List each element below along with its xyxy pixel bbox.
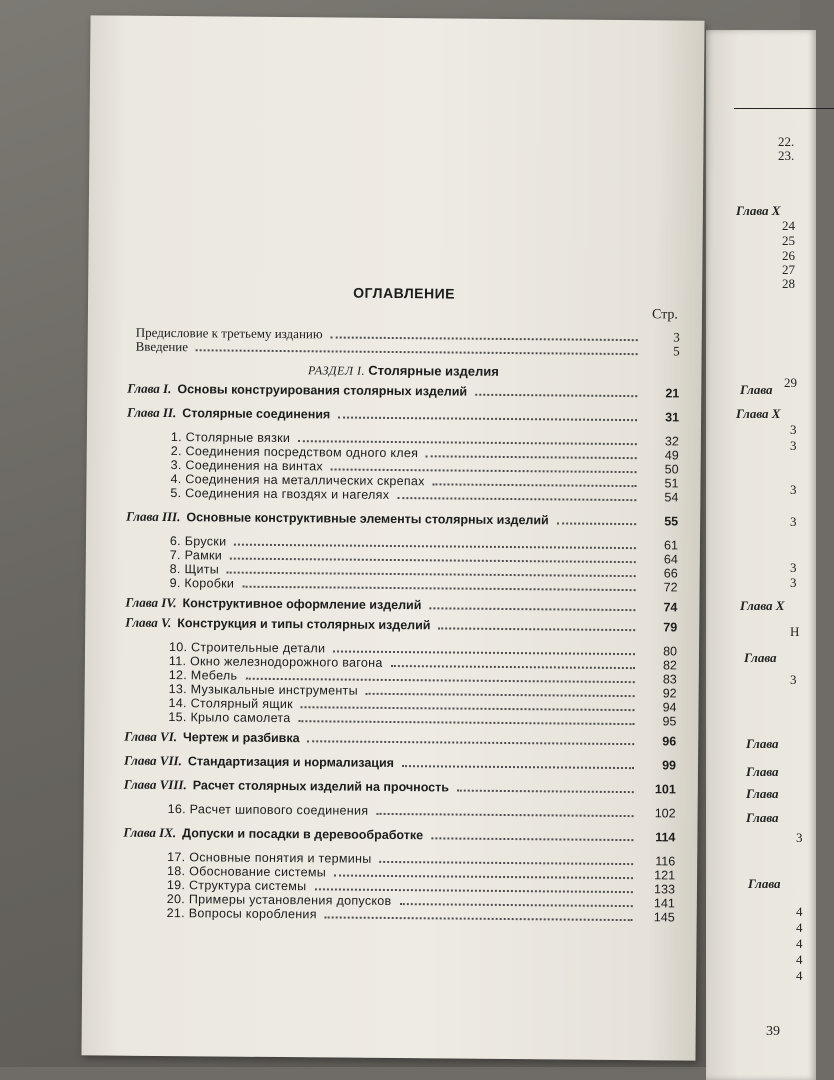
chapter-number: Глава VIII. (123, 776, 187, 793)
entry-page: 5 (673, 343, 680, 359)
item-title: 1. Столярные вязки (170, 430, 291, 446)
item-page: 116 (655, 854, 676, 869)
dot-leader (366, 693, 635, 697)
right-fragment: Глава (744, 650, 777, 665)
chapter-title: Расчет столярных изделий на прочность (192, 778, 450, 795)
dot-leader (314, 888, 632, 893)
chapter-number: Глава VI. (124, 728, 178, 745)
chapter-number: Глава II. (127, 404, 177, 421)
dot-leader (308, 740, 635, 745)
item-page: 121 (654, 868, 676, 883)
right-fragment: 3 (790, 575, 797, 590)
dot-leader (475, 394, 637, 397)
dot-leader (399, 903, 632, 907)
entry-page: 114 (655, 830, 676, 845)
dot-leader (397, 497, 636, 501)
right-fragment: 4 (796, 952, 803, 967)
entry-page: 101 (654, 782, 676, 797)
section-heading (127, 362, 679, 381)
dot-leader (380, 861, 634, 865)
dot-leader (426, 455, 637, 459)
item-title: 19. Структура системы (166, 878, 307, 894)
dot-leader (338, 417, 637, 422)
item-title: 4. Соединения на металлических скрепах (170, 472, 425, 489)
page-column-label: Стр. (651, 307, 679, 323)
right-fragment: 3 (790, 482, 797, 497)
right-fragment: 22. (778, 134, 795, 149)
right-fragment: 3 (790, 514, 797, 529)
chapter-title: Конструктивное оформление изделий (182, 596, 422, 613)
right-fragment: 24 (782, 218, 795, 233)
dot-leader (334, 874, 633, 879)
dot-leader (331, 468, 637, 473)
item-title: 9. Коробки (169, 576, 235, 591)
entry-page: 21 (665, 386, 680, 401)
dot-leader (196, 349, 638, 355)
chapter-number: Глава V. (125, 614, 172, 631)
entry-title: Введение (135, 338, 189, 355)
dot-leader (376, 813, 633, 817)
right-fragment: Глава (748, 876, 781, 891)
chapter-title: Стандартизация и нормализация (187, 754, 395, 771)
item-page: 64 (663, 552, 678, 567)
item-title: 21. Вопросы коробления (166, 906, 317, 922)
item-page: 54 (664, 490, 679, 505)
item-page: 51 (664, 476, 679, 491)
right-fragment: 3 (790, 672, 797, 687)
right-fragment: 26 (782, 248, 795, 263)
item-page: 83 (662, 672, 677, 687)
item-page: 50 (664, 462, 679, 477)
chapter-number: Глава IX. (123, 824, 177, 841)
dot-leader (331, 336, 638, 341)
right-fragment: Глава X (740, 598, 785, 613)
item-page: 94 (662, 700, 677, 715)
entry-page: 3 (673, 329, 680, 345)
right-fragment: Глава X (736, 203, 781, 218)
item-title: 12. Мебель (168, 668, 238, 683)
chapter-title: Допуски и посадки в деревообработке (182, 826, 424, 843)
chapter-title: Столярные соединения (182, 406, 331, 422)
right-fragment: 28 (782, 276, 795, 291)
book-page (81, 15, 704, 1060)
item-title: 20. Примеры установления допусков (166, 892, 392, 909)
dot-leader (457, 790, 634, 794)
right-fragment: Глава (746, 764, 779, 779)
chapter-title: Конструкция и типы столярных изделий (177, 616, 431, 633)
dot-leader (433, 483, 637, 487)
section-title: Столярные изделия (368, 362, 499, 379)
dot-leader (402, 765, 634, 769)
item-page: 32 (664, 434, 679, 449)
dot-leader (301, 706, 635, 711)
item-page: 61 (663, 538, 679, 553)
item-page: 66 (663, 566, 678, 581)
right-fragment: 4 (796, 920, 803, 935)
right-fragment: Глава (746, 786, 779, 801)
item-title: 8. Щиты (169, 562, 220, 577)
item-page: 133 (654, 882, 676, 897)
item-title: 10. Строительные детали (168, 640, 326, 656)
chapter-number: Глава III. (126, 508, 181, 525)
table-of-contents (123, 284, 681, 925)
header-rule (734, 108, 834, 109)
item-title: 16. Расчет шипового соединения (167, 802, 369, 818)
item-title: 17. Основные понятия и термины (167, 850, 372, 866)
right-fragment: 39 (766, 1024, 780, 1039)
dot-leader (391, 665, 635, 669)
chapter-number: Глава I. (127, 380, 172, 397)
right-fragment: 25 (782, 233, 795, 248)
chapter-title: Чертеж и разбивка (182, 730, 300, 746)
item-title: 2. Соединения посредством одного клея (170, 444, 419, 461)
item-title: 14. Столярный ящик (168, 696, 294, 712)
right-fragment: Глава (746, 810, 779, 825)
dot-leader (333, 650, 635, 655)
entry-page: 96 (662, 734, 677, 749)
dot-leader (557, 522, 636, 525)
entry-page: 79 (663, 620, 678, 635)
right-fragment: 3 (790, 422, 797, 437)
chapter-number: Глава VII. (123, 752, 182, 769)
item-page: 102 (654, 806, 676, 821)
entry-title: Предисловие к третьему изданию (135, 324, 323, 342)
right-fragment: 29 (784, 375, 797, 390)
chapter-title: Основные конструктивные элементы столярных изделий (186, 510, 549, 528)
right-fragment: Глава (746, 736, 779, 751)
right-fragment: 3 (790, 560, 797, 575)
right-fragment: 3 (796, 830, 803, 845)
item-title: 6. Бруски (169, 534, 227, 549)
entry-page: 74 (663, 600, 678, 615)
dot-leader (438, 627, 635, 631)
dot-leader (431, 837, 633, 841)
right-fragment: 4 (796, 936, 803, 951)
item-page: 95 (662, 714, 677, 729)
right-fragment: 4 (796, 968, 803, 983)
entry-page: 55 (664, 514, 679, 529)
chapter-title: Основы конструирования столярных изделий (177, 382, 468, 399)
dot-leader (325, 916, 633, 921)
item-title: 7. Рамки (169, 548, 223, 563)
item-title: 3. Соединения на винтах (170, 458, 324, 474)
right-fragment: 3 (790, 438, 797, 453)
item-page: 80 (663, 644, 678, 659)
entry-page: 31 (665, 410, 680, 425)
item-title: 13. Музыкальные инструменты (168, 682, 358, 698)
right-fragment: Глава X (736, 406, 781, 421)
item-title: 11. Окно железнодорожного вагона (168, 654, 383, 670)
item-title: 18. Обоснование системы (167, 864, 327, 880)
right-fragment: Н (790, 624, 800, 639)
right-fragment: 4 (796, 904, 803, 919)
item-title: 5. Соединения на гвоздях и нагелях (170, 486, 390, 502)
toc-title: ОГЛАВЛЕНИЕ (353, 284, 456, 302)
item-page: 145 (653, 910, 675, 925)
dot-leader (298, 440, 637, 445)
dot-leader (299, 720, 635, 725)
item-page: 72 (663, 580, 678, 595)
section-label: РАЗДЕЛ I. (307, 363, 366, 378)
dot-leader (429, 607, 635, 611)
item-page: 49 (664, 448, 679, 463)
right-fragment: Глава (740, 382, 773, 397)
item-title: 15. Крыло самолета (168, 710, 291, 726)
item-page: 92 (662, 686, 677, 701)
chapter-number: Глава IV. (125, 594, 177, 611)
item-page: 141 (653, 896, 675, 911)
facing-page (706, 30, 816, 1080)
item-page: 82 (662, 658, 677, 673)
right-fragment: 27 (782, 262, 795, 277)
entry-page: 99 (662, 758, 677, 773)
right-fragment: 23. (778, 148, 795, 163)
